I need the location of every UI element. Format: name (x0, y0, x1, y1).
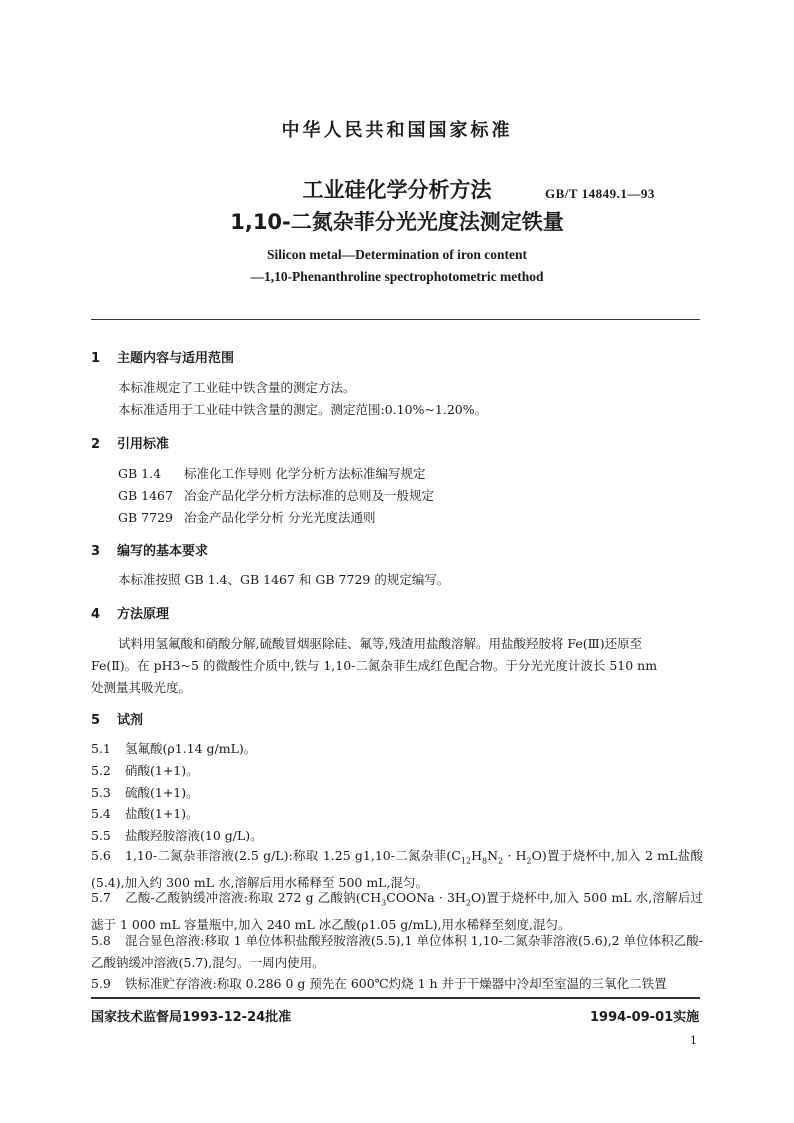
footer-divider (91, 997, 700, 999)
section-4-line-3: 处测量其吸光度。 (91, 680, 192, 695)
item-number: 5.3 (91, 785, 111, 800)
section-1-heading (91, 347, 234, 366)
section-title: 引用标准 (117, 437, 170, 452)
subscript: 2 (526, 856, 532, 866)
reference-1 (118, 463, 425, 484)
section-number: 1 (91, 351, 101, 366)
reference-code: GB 1467 (118, 488, 173, 503)
reagent-item (91, 826, 263, 844)
subscript: 8 (481, 856, 488, 866)
section-1-paragraph-1: 本标准规定了工业硅中铁含量的测定方法。 (118, 380, 356, 395)
reference-code: GB 7729 (118, 510, 173, 525)
title-en-line1: Silicon metal—Determination of iron content (267, 247, 527, 262)
section-3-paragraph: 本标准按照 GB 1.4、GB 1467 和 GB 7729 的规定编写。 (118, 572, 450, 587)
reagent-item (91, 783, 199, 801)
title-cn-line1: 工业硅化学分析方法 (302, 178, 492, 202)
item-text: 混合显色溶液:移取 1 单位体积盐酸羟胺溶液(5.5),1 单位体积 1,10-二氮杂菲溶液(5.6),2 单位体积乙酸-乙酸钠缓冲溶液(5.7),混匀。一周内使用。 (91, 933, 703, 970)
section-4-line-1: 试料用氢氟酸和硝酸分解,硫酸冒烟驱除硅、氟等,残渣用盐酸溶解。用盐酸羟胺将 Fe(Ⅲ)还原至 (118, 636, 643, 651)
page-number: 1 (690, 1034, 697, 1047)
item-number: 5.9 (91, 976, 111, 991)
item-text: 硫酸(1+1)。 (125, 785, 199, 800)
title-divider (91, 319, 700, 320)
title-en-line2: —1,10-Phenanthroline spectrophotometric method (250, 269, 544, 284)
item-number: 5.5 (91, 828, 111, 843)
reagent-item-5-8 (91, 930, 703, 973)
item-number: 5.2 (91, 763, 111, 778)
reagent-item-5-9 (91, 973, 703, 995)
item-text: 盐酸(1+1)。 (125, 806, 199, 821)
item-number: 5.7 (91, 890, 111, 905)
reference-text: 冶金产品化学分析 分光光度法通则 (184, 510, 376, 525)
item-number: 5.6 (91, 848, 111, 863)
section-title: 主题内容与适用范围 (117, 351, 235, 366)
subscript: 2 (498, 856, 504, 866)
section-number: 3 (91, 544, 101, 559)
approval-line: 国家技术监督局1993-12-24批准 (91, 1010, 292, 1025)
effective-date-line: 1994-09-01实施 (590, 1010, 700, 1025)
item-text: 乙酸-乙酸钠缓冲溶液:称取 272 g 乙酸钠(CH (125, 890, 382, 905)
section-title: 编写的基本要求 (117, 544, 209, 559)
item-text: 硝酸(1+1)。 (125, 763, 199, 778)
section-1-paragraph-2: 本标准适用于工业硅中铁含量的测定。测定范围:0.10%~1.20%。 (118, 402, 488, 417)
item-text: H (471, 848, 482, 863)
section-3-heading (91, 540, 208, 559)
reference-code: GB 1.4 (118, 466, 162, 481)
section-number: 2 (91, 437, 101, 452)
reagent-item-5-7 (91, 887, 703, 936)
section-2-heading (91, 433, 169, 452)
reagent-item (91, 739, 256, 757)
subscript: 12 (460, 856, 472, 866)
reference-text: 冶金产品化学分析方法标准的总则及一般规定 (184, 488, 435, 503)
reference-2 (118, 485, 434, 506)
section-4-heading (91, 603, 169, 622)
country-standard-heading: 中华人民共和国国家标准 (281, 120, 513, 141)
item-number: 5.1 (91, 741, 111, 756)
subscript: 3 (381, 898, 387, 908)
standard-number: GB/T 14849.1—93 (545, 186, 655, 201)
section-number: 4 (91, 607, 101, 622)
item-text: N (487, 848, 498, 863)
title-cn-line2: 1,10-二氮杂菲分光光度法测定铁量 (230, 210, 564, 234)
section-title: 方法原理 (117, 607, 170, 622)
item-text: O)置于烧杯中,加入 2 mL盐酸(5.4),加入约 300 mL 水,溶解后用水稀释至 500 mL,混匀。 (91, 848, 704, 890)
item-text: · H (503, 848, 527, 863)
subscript: 2 (465, 898, 471, 908)
item-number: 5.4 (91, 806, 111, 821)
item-text: 氢氟酸(ρ1.14 g/mL)。 (125, 741, 257, 756)
section-4-line-2: Fe(Ⅱ)。在 pH3~5 的微酸性介质中,铁与 1,10-二氮杂菲生成红色配合物。于分光光度计波长 510 nm (91, 658, 658, 673)
section-title: 试剂 (117, 713, 144, 728)
item-text: 1,10-二氮杂菲溶液(2.5 g/L):称取 1.25 g1,10-二氮杂菲(C (125, 848, 461, 863)
reference-3 (118, 507, 375, 528)
reagent-item (91, 804, 199, 822)
item-text: O)置于烧杯中,加入 500 mL 水,溶解后过滤于 1 000 mL 容量瓶中,加入 240 mL 冰乙酸(ρ1.05 g/mL),用水稀释至刻度,混匀。 (91, 890, 703, 932)
reagent-item (91, 761, 199, 779)
item-number: 5.8 (91, 933, 111, 948)
item-text: 铁标准贮存溶液:称取 0.286 0 g 预先在 600℃灼烧 1 h 并于干燥器中冷却至室温的三氧化二铁置 (125, 976, 667, 991)
item-text: COONa · 3H (386, 890, 466, 905)
section-number: 5 (91, 713, 101, 728)
item-text: 盐酸羟胺溶液(10 g/L)。 (125, 828, 263, 843)
section-5-heading (91, 709, 143, 728)
reference-text: 标准化工作导则 化学分析方法标准编写规定 (184, 466, 426, 481)
